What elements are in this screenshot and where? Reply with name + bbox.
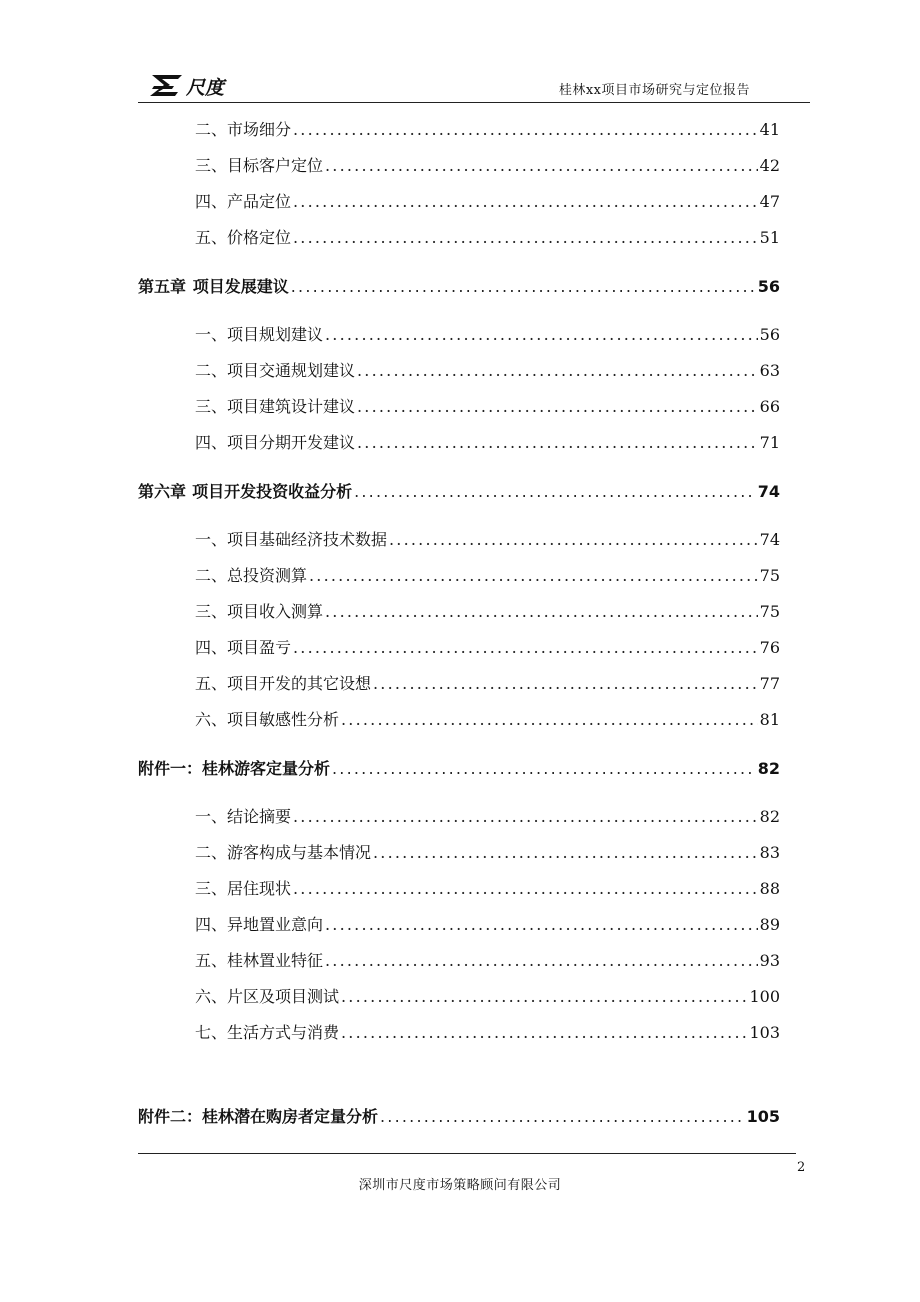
toc-page-number: 56 [757,277,780,296]
toc-entry-label: 五、价格定位 [195,228,292,247]
toc-chapter-title: 项目开发投资收益分析 [192,482,353,501]
toc-entry[interactable] [195,191,780,213]
toc-entry-label: 三、目标客户定位 [195,156,324,175]
toc-entry[interactable] [195,950,780,972]
toc-page-number: 75 [759,602,780,621]
toc-entry-label: 五、桂林置业特征 [195,951,324,970]
toc-chapter-entry[interactable] [138,276,780,298]
toc-leader-dots [293,637,758,659]
toc-leader-dots [380,1106,745,1128]
toc-page-number: 56 [759,325,780,344]
toc-entry[interactable] [195,396,780,418]
toc-leader-dots [332,758,756,780]
toc-entry-label: 五、项目开发的其它设想 [195,674,372,693]
toc-entry-label: 二、总投资测算 [195,566,308,585]
toc-entry[interactable] [195,878,780,900]
toc-leader-dots [389,529,758,551]
toc-leader-dots [357,360,758,382]
toc-entry-label: 六、片区及项目测试 [195,987,340,1006]
toc-page-number: 74 [757,482,780,501]
toc-entry-label: 四、产品定位 [195,192,292,211]
toc-leader-dots [293,878,758,900]
toc-page-number: 100 [749,987,780,1006]
toc-entry[interactable] [195,986,780,1008]
report-title: 桂林xx项目市场研究与定位报告 [558,83,750,98]
toc-leader-dots [293,806,758,828]
toc-page-number: 77 [759,674,780,693]
toc-entry-label: 六、项目敏感性分析 [195,710,340,729]
toc-leader-dots [341,986,747,1008]
toc-leader-dots [357,396,758,418]
toc-leader-dots [325,914,758,936]
toc-entry[interactable] [195,529,780,551]
toc-entry-label: 二、项目交通规划建议 [195,361,356,380]
toc-entry[interactable] [195,673,780,695]
toc-page-number: 42 [759,156,780,175]
toc-leader-dots [291,276,756,298]
toc-entry-label: 第五章 [138,277,187,296]
toc-leader-dots [293,191,758,213]
toc-entry[interactable] [195,806,780,828]
toc-entry[interactable] [195,709,780,731]
toc-page-number: 82 [757,759,780,778]
toc-leader-dots [325,324,758,346]
toc-leader-dots [293,227,758,249]
toc-page-number: 63 [759,361,780,380]
toc-entry[interactable] [195,1022,780,1044]
toc-entry[interactable] [195,565,780,587]
toc-leader-dots [293,119,758,141]
toc-page-number: 66 [759,397,780,416]
toc-entry[interactable] [195,601,780,623]
toc-entry-label: 四、项目盈亏 [195,638,292,657]
toc-leader-dots [373,673,758,695]
toc-page-number: 41 [759,120,780,139]
toc-entry-label: 附件二：桂林潜在购房者定量分析 [138,1107,379,1126]
toc-entry-label: 一、项目规划建议 [195,325,324,344]
toc-page-number: 47 [759,192,780,211]
toc-leader-dots [341,709,758,731]
toc-page-number: 74 [759,530,780,549]
toc-leader-dots [341,1022,747,1044]
toc-chapter-entry[interactable] [138,481,780,503]
footer-company: 深圳市尺度市场策略顾问有限公司 [358,1178,562,1193]
toc-page-number: 75 [759,566,780,585]
logo-text: 尺度 [186,77,225,98]
page-header [138,64,810,103]
toc-entry-label: 三、项目建筑设计建议 [195,397,356,416]
toc-entry-label: 二、游客构成与基本情况 [195,843,372,862]
toc-page-number: 71 [759,433,780,452]
toc-page-number: 51 [759,228,780,247]
toc-entry-label: 一、结论摘要 [195,807,292,826]
toc-entry[interactable] [195,914,780,936]
toc-page-number: 89 [759,915,780,934]
toc-leader-dots [354,481,756,503]
footer-divider [138,1153,796,1154]
toc-entry[interactable] [195,842,780,864]
toc-entry[interactable] [195,432,780,454]
toc-chapter-entry[interactable] [138,1106,780,1128]
toc-page-number: 81 [759,710,780,729]
toc-entry-label: 第六章 [138,482,187,501]
toc-leader-dots [325,155,758,177]
toc-entry-label: 七、生活方式与消费 [195,1023,340,1042]
toc-entry-label: 三、居住现状 [195,879,292,898]
page-number: 2 [797,1160,806,1175]
toc-leader-dots [309,565,758,587]
toc-entry[interactable] [195,119,780,141]
toc-leader-dots [373,842,758,864]
toc-entry-label: 一、项目基础经济技术数据 [195,530,388,549]
toc-leader-dots [325,950,758,972]
toc-entry-label: 三、项目收入测算 [195,602,324,621]
toc-page-number: 105 [746,1107,780,1126]
toc-page-number: 76 [759,638,780,657]
toc-entry[interactable] [195,360,780,382]
toc-entry-label: 附件一：桂林游客定量分析 [138,759,331,778]
toc-entry-label: 四、项目分期开发建议 [195,433,356,452]
toc-page-number: 83 [759,843,780,862]
toc-chapter-title: 项目发展建议 [192,277,289,296]
toc-entry[interactable] [195,324,780,346]
company-logo [148,72,238,98]
toc-leader-dots [357,432,758,454]
toc-chapter-entry[interactable] [138,758,780,780]
toc-page-number: 93 [759,951,780,970]
toc-entry-label: 四、异地置业意向 [195,915,324,934]
toc-page-number: 103 [749,1023,780,1042]
toc-entry[interactable] [195,227,780,249]
toc-entry[interactable] [195,155,780,177]
toc-leader-dots [325,601,758,623]
toc-page-number: 88 [759,879,780,898]
toc-page-number: 82 [759,807,780,826]
toc-entry[interactable] [195,637,780,659]
toc-entry-label: 二、市场细分 [195,120,292,139]
